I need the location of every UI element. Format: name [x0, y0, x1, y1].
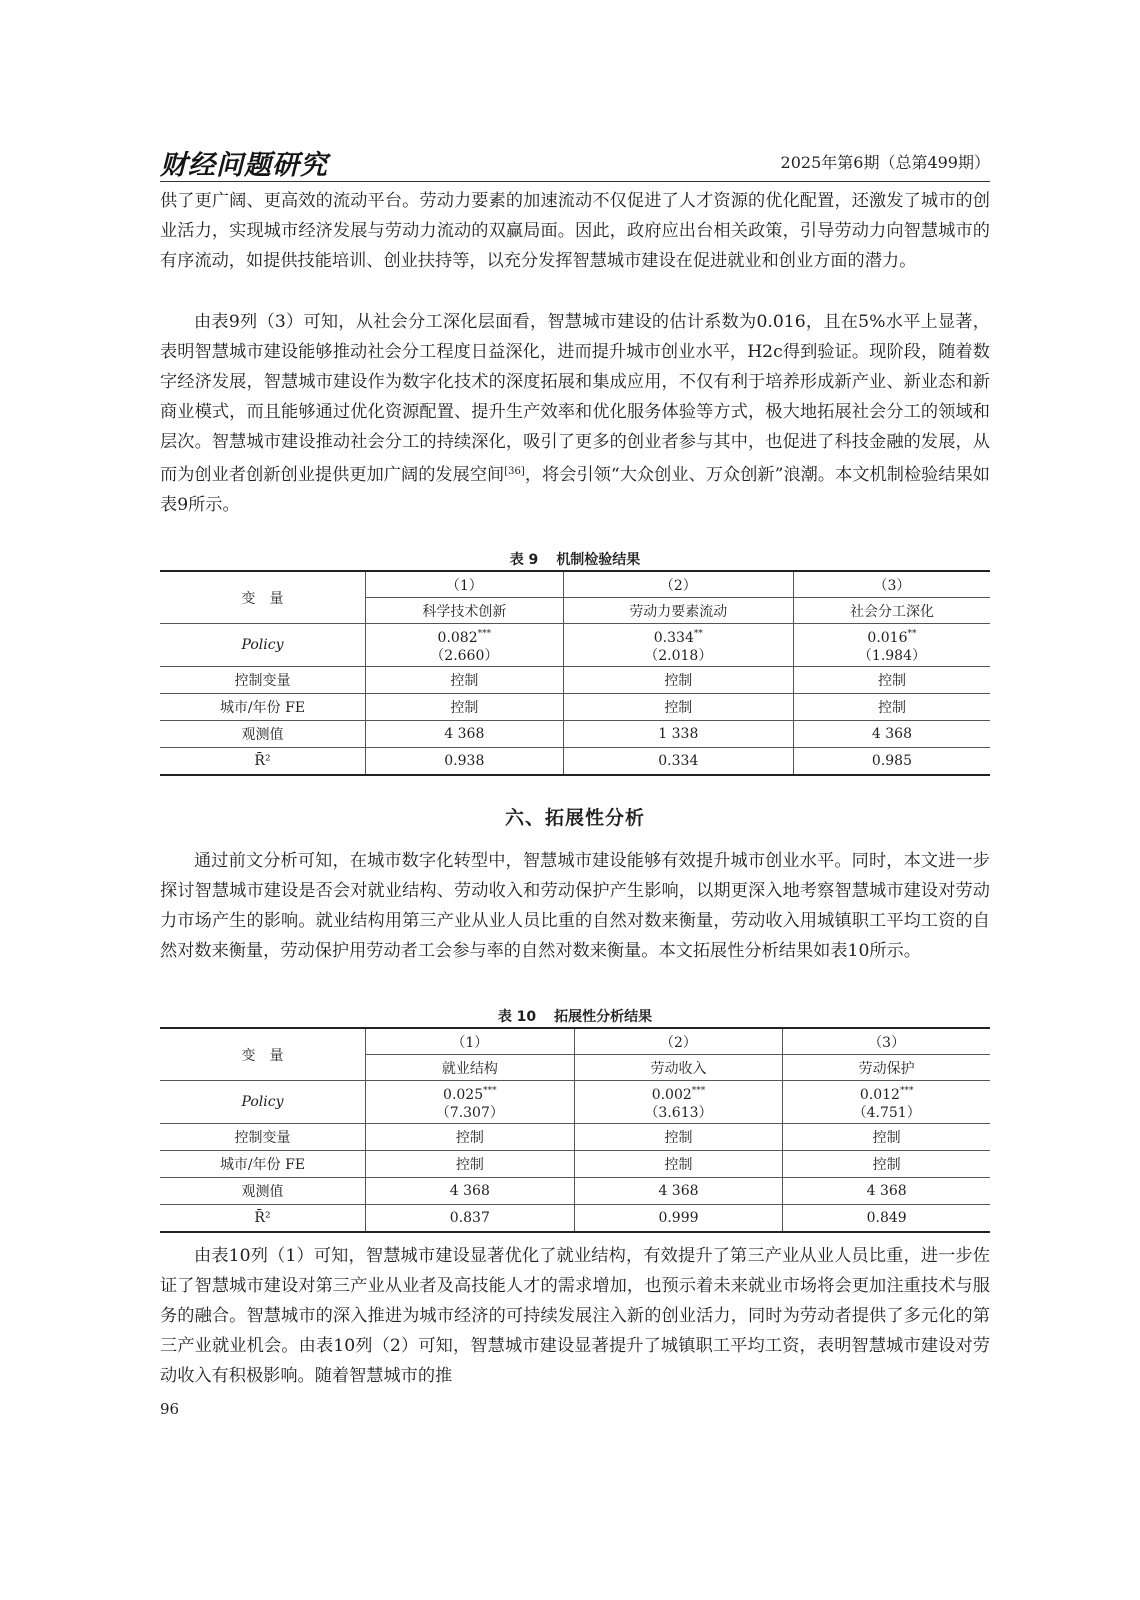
section-title: 六、拓展性分析 — [504, 807, 645, 829]
journal-title: 财经问题研究 — [160, 150, 328, 181]
table9-cell: 控制 — [366, 694, 564, 721]
table10-dep-1: 就业结构 — [366, 1055, 575, 1081]
table9 — [160, 570, 990, 776]
table10-row-label: 控制变量 — [160, 1124, 366, 1151]
table10-row-label: R̄² — [160, 1205, 366, 1233]
table10-t-2: （3.613） — [644, 1105, 713, 1121]
table10-coef-1: 0.025 — [443, 1087, 484, 1103]
citation-ref: [36] — [504, 466, 525, 477]
table10-cell: 0.999 — [574, 1205, 783, 1233]
table10-t-1: （7.307） — [435, 1105, 504, 1121]
table10-var-header: 变 量 — [160, 1028, 366, 1081]
table10-caption — [160, 1006, 990, 1026]
table10-policy-cell-1 — [366, 1081, 575, 1124]
table9-row-label: 观测值 — [160, 721, 366, 748]
table9-coef-3: 0.016 — [867, 630, 908, 646]
table9-cell: 控制 — [793, 694, 990, 721]
table10-col-1: （1） — [366, 1028, 575, 1055]
table9-caption-title: 机制检验结果 — [556, 552, 641, 568]
paragraph-4: 由表10列（1）可知，智慧城市建设显著优化了就业结构，有效提升了第三产业从业人员比重，进一步佐证了智慧城市建设对第三产业从业者及高技能人才的需求增加，也预示着未来就业市场将会更加注重技术与服务的融合。智慧城市的深入推进为城市经济的可持续发展注入新的创业活力，同时为劳动者提供了多元化的第三产业就业机会。由表10列（2）可知，智慧城市建设显著提升了城镇职工平均工资，表明智慧城市建设对劳动收入有积极影响。随着智慧城市的推 — [160, 1246, 990, 1386]
table10-coef-3: 0.012 — [859, 1087, 900, 1103]
table10-policy-cell-2 — [574, 1081, 783, 1124]
table9-cell: 控制 — [563, 694, 793, 721]
table9-t-2: （2.018） — [644, 648, 713, 664]
table10-row-label: 城市/年份 FE — [160, 1151, 366, 1178]
table9-row-label: R̄² — [160, 748, 366, 776]
paragraph-2-text: 由表9列（3）可知，从社会分工深化层面看，智慧城市建设的估计系数为0.016，且在5%水平上显著，表明智慧城市建设能够推动社会分工程度日益深化，进而提升城市创业水平，H2c得到验证。现阶段，随着数字经济发展，智慧城市建设作为数字化技术的深度拓展和集成应用，不仅有利于培养形成新产业、新业态和新商业模式，而且能够通过优化资源配置、提升生产效率和优化服务体验等方式，极大地拓展社会分工的领域和层次。智慧城市建设推动社会分工的持续深化，吸引了更多的创业者参与其中，也促进了科技金融的发展，从而为创业者创新创业提供更加广阔的发展空间 — [160, 312, 990, 485]
table10-col-2: （2） — [574, 1028, 783, 1055]
table10-caption-number: 表 10 — [497, 1009, 537, 1025]
table9-var-header: 变 量 — [160, 571, 366, 624]
table9-t-1: （2.660） — [430, 648, 499, 664]
table9-row-label: 控制变量 — [160, 667, 366, 694]
issue-info: 2025年第6期（总第499期） — [780, 153, 990, 172]
table9-col-2: （2） — [563, 571, 793, 598]
table9-caption-number: 表 9 — [509, 552, 539, 568]
paragraph-2-end: ，将会引领“大众创业、万众创新”浪潮。本文机制检验结果如表9所示。 — [160, 465, 990, 515]
table10-policy-label: Policy — [160, 1081, 366, 1124]
paragraph-3: 通过前文分析可知，在城市数字化转型中，智慧城市建设能够有效提升城市创业水平。同时，本文进一步探讨智慧城市建设是否会对就业结构、劳动收入和劳动保护产生影响，以期更深入地考察智慧城市建设对劳动力市场产生的影响。就业结构用第三产业从业人员比重的自然对数来衡量，劳动收入用城镇职工平均工资的自然对数来衡量，劳动保护用劳动者工会参与率的自然对数来衡量。本文拓展性分析结果如表10所示。 — [160, 851, 990, 961]
table9-cell: 0.334 — [563, 748, 793, 776]
table9-cell: 控制 — [366, 667, 564, 694]
table9-row-label: 城市/年份 FE — [160, 694, 366, 721]
paragraph-1: 供了更广阔、更高效的流动平台。劳动力要素的加速流动不仅促进了人才资源的优化配置，还激发了城市的创业活力，实现城市经济发展与劳动力流动的双赢局面。因此，政府应出台相关政策，引导劳动力向智慧城市的有序流动，如提供技能培训、创业扶持等，以充分发挥智慧城市建设在促进就业和创业方面的潜力。 — [160, 191, 990, 271]
table10-cell: 0.849 — [783, 1205, 990, 1233]
table10-stars-2: *** — [691, 1086, 706, 1096]
table9-dep-2: 劳动力要素流动 — [563, 598, 793, 624]
table10-caption-title: 拓展性分析结果 — [554, 1009, 653, 1025]
table9-policy-cell-1 — [366, 624, 564, 667]
running-header — [160, 143, 990, 181]
table10-t-3: （4.751） — [852, 1105, 921, 1121]
table10-stars-3: *** — [899, 1086, 914, 1096]
paragraph-2 — [160, 307, 990, 520]
table9-coef-1: 0.082 — [437, 630, 478, 646]
table9-cell: 4 368 — [793, 721, 990, 748]
table9-cell: 4 368 — [366, 721, 564, 748]
table9-stars-1: *** — [477, 629, 492, 639]
table10-row-label: 观测值 — [160, 1178, 366, 1205]
table9-col-3: （3） — [793, 571, 990, 598]
table9-cell: 控制 — [793, 667, 990, 694]
table10-dep-3: 劳动保护 — [783, 1055, 990, 1081]
table10-cell: 0.837 — [366, 1205, 575, 1233]
table10-cell: 控制 — [366, 1151, 575, 1178]
table10 — [160, 1027, 990, 1233]
table9-coef-2: 0.334 — [653, 630, 694, 646]
table9-dep-3: 社会分工深化 — [793, 598, 990, 624]
table10-cell: 控制 — [783, 1151, 990, 1178]
table10-cell: 4 368 — [366, 1178, 575, 1205]
table9-t-3: （1.984） — [857, 648, 927, 664]
table10-cell: 控制 — [574, 1151, 783, 1178]
table10-cell: 4 368 — [783, 1178, 990, 1205]
table10-coef-2: 0.002 — [651, 1087, 692, 1103]
table9-policy-label: Policy — [160, 624, 366, 667]
table9-stars-2: ** — [693, 629, 703, 639]
table9-cell: 0.938 — [366, 748, 564, 776]
table10-cell: 4 368 — [574, 1178, 783, 1205]
table9-caption — [160, 549, 990, 569]
page-number: 96 — [160, 1400, 180, 1418]
table10-col-3: （3） — [783, 1028, 990, 1055]
table9-policy-cell-2 — [563, 624, 793, 667]
header-rule — [160, 181, 990, 182]
table10-stars-1: *** — [483, 1086, 497, 1096]
table10-dep-2: 劳动收入 — [574, 1055, 783, 1081]
table9-cell: 1 338 — [563, 721, 793, 748]
table9-stars-3: ** — [907, 629, 917, 639]
table9-dep-1: 科学技术创新 — [366, 598, 564, 624]
table9-col-1: （1） — [366, 571, 564, 598]
table9-cell: 0.985 — [793, 748, 990, 776]
table10-cell: 控制 — [366, 1124, 575, 1151]
table10-cell: 控制 — [783, 1124, 990, 1151]
table10-policy-cell-3 — [783, 1081, 990, 1124]
table9-cell: 控制 — [563, 667, 793, 694]
table9-policy-cell-3 — [793, 624, 990, 667]
table10-cell: 控制 — [574, 1124, 783, 1151]
